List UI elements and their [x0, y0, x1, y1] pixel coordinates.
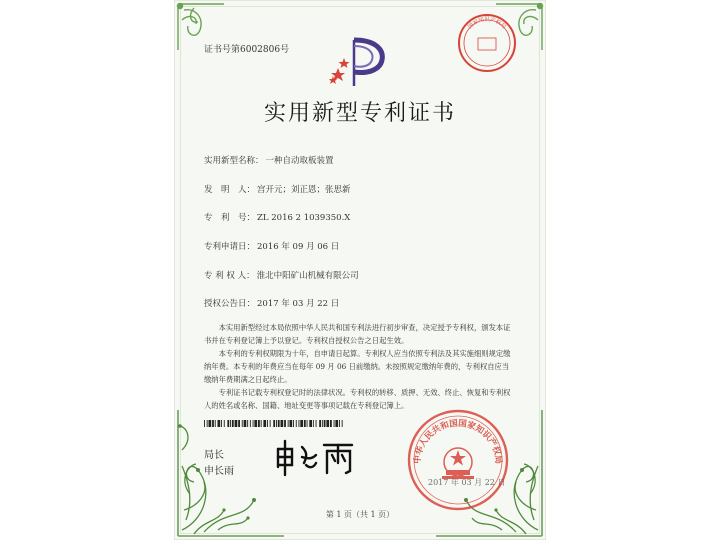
patent-certificate	[174, 0, 546, 540]
paragraph: 本实用新型经过本局依照中华人民共和国专利法进行初步审查，决定授予专利权，颁发本证书并在专利登记簿上予以登记。专利权自授权公告之日起生效。	[204, 323, 511, 345]
page-number: 第 1 页（共 1 页）	[325, 510, 395, 519]
barcode-bar	[273, 420, 275, 427]
certificate-body	[204, 321, 516, 412]
barcode-bar	[288, 420, 289, 427]
barcode-bar	[342, 420, 343, 427]
field-value: 2017 年 03 月 22 日	[257, 299, 340, 309]
barcode-bar	[276, 420, 277, 427]
field-label: 授权公告日：	[204, 299, 256, 309]
barcode-bar	[307, 420, 308, 427]
barcode-bar	[335, 420, 338, 427]
barcode-bar	[204, 420, 205, 427]
barcode-bar	[267, 420, 268, 427]
field-label: 专 利 权 人：	[204, 271, 255, 281]
barcode-bar	[304, 420, 306, 427]
top-seal-text: 国家知识产权局	[467, 16, 507, 31]
director-title: 局长	[204, 450, 224, 461]
barcode-bar	[334, 420, 335, 427]
barcode-bar	[290, 420, 293, 427]
national-seal-icon	[406, 408, 510, 512]
barcode-bar	[278, 420, 280, 427]
barcode-bar	[209, 420, 212, 427]
barcode-bar	[212, 420, 214, 427]
barcode-bar	[230, 420, 231, 427]
barcode-bar	[296, 420, 297, 427]
director-signature	[272, 437, 356, 479]
barcode-bar	[238, 420, 240, 427]
barcode-bar	[309, 420, 312, 427]
field-value: 淮北中阳矿山机械有限公司	[256, 271, 359, 281]
field-value: ZL 2016 2 1039350.X	[257, 213, 351, 223]
director-name: 申长雨	[204, 466, 234, 477]
barcode-bar	[319, 420, 321, 427]
national-seal-text: 中华人民共和国国家知识产权局	[412, 418, 504, 465]
barcode-bar	[316, 420, 317, 427]
barcode-bar	[299, 420, 300, 427]
barcode-bar	[313, 420, 314, 427]
document-title: 实用新型专利证书	[263, 101, 456, 126]
sipo-logo-icon	[324, 36, 388, 88]
barcode-bar	[322, 420, 323, 427]
field-label: 专 利 号：	[204, 213, 256, 223]
field-label: 专利申请日：	[204, 242, 256, 252]
barcode-bar	[324, 420, 326, 427]
field-label: 实用新型名称：	[204, 156, 264, 166]
barcode-bar	[232, 420, 234, 427]
barcode-bar	[258, 420, 260, 427]
barcode-bar	[253, 420, 254, 427]
field-value: 2016 年 09 月 06 日	[257, 242, 340, 252]
barcode-bar	[207, 420, 208, 427]
barcode-bar	[270, 420, 271, 427]
field-label: 发 明 人：	[204, 185, 256, 195]
barcode	[204, 420, 344, 427]
barcode-bar	[221, 420, 222, 427]
certificate-number: 证书号第6002806号	[204, 45, 290, 55]
field-grant-date	[204, 297, 339, 309]
barcode-bar	[227, 420, 229, 427]
barcode-bar	[218, 420, 221, 427]
barcode-bar	[250, 420, 251, 427]
barcode-bar	[326, 420, 329, 427]
barcode-bar	[293, 420, 294, 427]
barcode-bar	[263, 420, 266, 427]
barcode-bar	[254, 420, 257, 427]
field-value: 一种自动取板装置	[265, 156, 334, 166]
seal-date: 2017 年 03 月 22 日	[428, 478, 506, 487]
field-filing-date	[204, 240, 339, 252]
field-patent-number	[204, 211, 350, 223]
barcode-bar	[242, 420, 243, 427]
field-utility-model-name	[204, 154, 334, 166]
barcode-bar	[284, 420, 286, 427]
svg-text:国家知识产权局	[466, 15, 509, 31]
paragraph: 专利证书记载专利权登记时的法律状况。专利权的转移、质押、无效、终止、恢复和专利权人的姓名或名称、国籍、地址变更等事项记载在专利登记簿上。	[204, 388, 511, 410]
field-patentee	[204, 269, 359, 281]
barcode-bar	[300, 420, 303, 427]
field-inventors	[204, 183, 351, 195]
barcode-bar	[215, 420, 216, 427]
barcode-bar	[244, 420, 247, 427]
barcode-bar	[235, 420, 238, 427]
barcode-bar	[339, 420, 340, 427]
barcode-bar	[261, 420, 262, 427]
field-value: 宫开元；刘正恩；张思新	[257, 185, 351, 195]
barcode-bar	[224, 420, 225, 427]
barcode-bar	[247, 420, 248, 427]
barcode-bar	[281, 420, 284, 427]
paragraph: 本专利的专利权期限为十年，自申请日起算。专利权人应当依照专利法及其实施细则规定缴纳年费。本专利的年费应当在每年 09 月 06 日前缴纳。未按照规定缴纳年费的，专利权自应当缴纳年费期满之日起终止。	[204, 349, 511, 384]
barcode-bar	[330, 420, 332, 427]
top-seal-icon	[456, 12, 518, 74]
